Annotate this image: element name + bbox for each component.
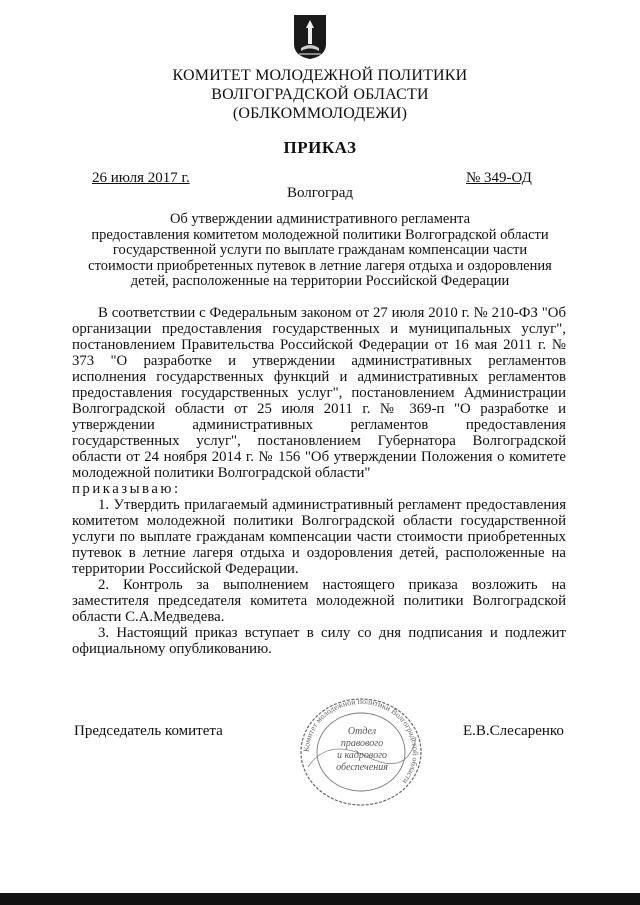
subject-line-2: предоставления комитетом молодежной политики Волгоградской области (91, 226, 549, 243)
document-city: Волгоград (286, 185, 353, 201)
subject-line-1: Об утверждении административного регламента (169, 211, 471, 227)
subject-line-3: государственной услуги по выплате гражданам компенсации части (112, 242, 528, 258)
subject-line-5: детей, расположенные на территории Российской Федерации (130, 273, 510, 289)
stamp-line-1: Отдел (347, 726, 377, 737)
signer-position: Председатель комитета (74, 723, 223, 739)
document-body (72, 305, 566, 657)
preamble-paragraph: В соответствии с Федеральным законом от 27 июля 2010 г. № 210-ФЗ "Об организации предоставления государственных и муниципальных услуг", постановлением Правительства Российской Федерации от 16 мая 2011 г. № 373 "О разработке и утверждении административных регламентов исполнения государственных функций и административных регламентов предоставления государственных услуг", постановлением Администрации Волгоградской области от 25 июля 2011 г. № 369-п "О разработке и утверждении административных регламентов предоставления государственных услуг", постановлением Губернатора Волгоградской области от 24 ноября 2014 г. № 156 "Об утверждении Положения о комитете молодежной политики Волгоградской области" (72, 305, 566, 481)
order-item-3: 3. Настоящий приказ вступает в силу со дня подписания и подлежит официальному опубликованию. (72, 625, 566, 657)
document-title: ПРИКАЗ (283, 138, 357, 157)
subject-line-4: стоимости приобретенных путевок в летние лагеря отдыха и оздоровления (88, 257, 552, 274)
header-line-2: ВОЛГОГРАДСКОЙ ОБЛАСТИ (211, 86, 429, 103)
document-subject (70, 212, 570, 290)
order-item-1: 1. Утвердить прилагаемый административный регламент предоставления комитетом молодежной политики Волгоградской области государственной услуги по выплате гражданам компенсации части стоимости приобретенных путевок в летние лагеря отдыха и оздоровления детей, расположенные на территории Российской Федерации. (72, 497, 566, 577)
order-word: приказываю: (72, 481, 181, 497)
stamp-ring-text: Комитет молодежной политики Волгоградской области (301, 697, 421, 786)
organization-header (0, 66, 640, 123)
scan-border (0, 893, 640, 905)
stamp-line-3: и кадрового (336, 750, 388, 761)
stamp-line-4: обеспечения (336, 762, 388, 773)
coat-of-arms-icon (293, 14, 327, 60)
document-number: № 349-ОД (466, 170, 532, 186)
stamp-line-2: правового (340, 738, 384, 749)
order-item-2: 2. Контроль за выполнением настоящего приказа возложить на заместителя председателя комитета молодежной политики Волгоградской области С.А.Медведева. (72, 577, 566, 625)
signer-name: Е.В.Слесаренко (463, 723, 564, 739)
stamp-inner-text (330, 726, 394, 774)
document-date: 26 июля 2017 г. (92, 170, 190, 186)
header-line-1: КОМИТЕТ МОЛОДЕЖНОЙ ПОЛИТИКИ (172, 67, 468, 84)
header-line-3: (ОБЛКОММОЛОДЕЖИ) (232, 105, 408, 122)
